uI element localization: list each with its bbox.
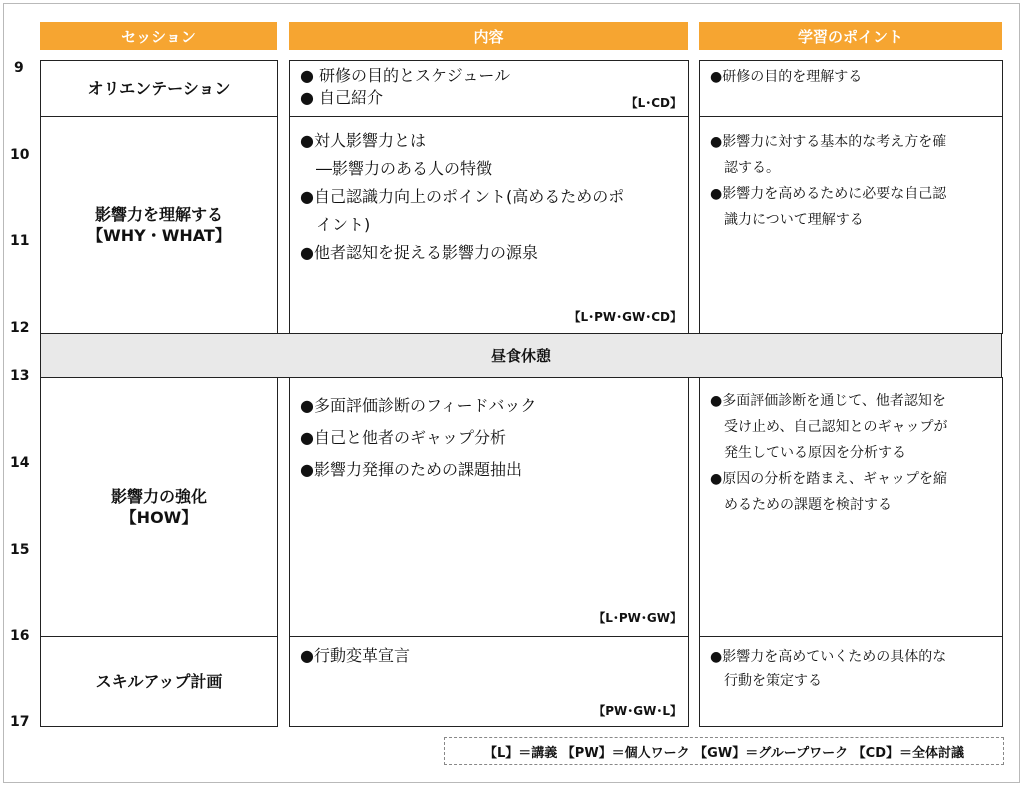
header-content: 内容 bbox=[289, 22, 688, 50]
session-subtitle: 【HOW】 bbox=[120, 508, 198, 527]
point-item: 行動を策定する bbox=[710, 673, 822, 689]
time-label: 13 bbox=[10, 368, 30, 384]
time-label: 11 bbox=[10, 233, 30, 249]
session-strengthen-influence bbox=[40, 377, 278, 637]
points-strengthen-influence bbox=[699, 377, 1003, 637]
content-item: ● 研修の目的とスケジュール bbox=[300, 66, 511, 85]
time-label: 17 bbox=[10, 714, 30, 730]
content-item: ●自己と他者のギャップ分析 bbox=[300, 428, 506, 447]
legend: 【L】＝講義 【PW】＝個人ワーク 【GW】＝グループワーク 【CD】＝全体討議 bbox=[444, 737, 1004, 765]
session-title: 影響力を理解する bbox=[94, 205, 223, 224]
session-understand-influence bbox=[40, 116, 278, 334]
content-item: ● 自己紹介 bbox=[300, 88, 384, 107]
content-item: ―影響力のある人の特徴 bbox=[300, 159, 493, 178]
point-item: ●多面評価診断を通じて、他者認知を bbox=[710, 393, 946, 409]
content-item: ●影響力発揮のための課題抽出 bbox=[300, 460, 522, 479]
content-item: ●行動変革宣言 bbox=[300, 646, 410, 665]
session-title: スキルアップ計画 bbox=[95, 672, 223, 691]
time-label: 9 bbox=[14, 60, 24, 76]
points-understand-influence bbox=[699, 116, 1003, 334]
point-item: ●影響力に対する基本的な考え方を確 bbox=[710, 134, 947, 150]
content-orientation bbox=[289, 60, 689, 117]
session-orientation bbox=[40, 60, 278, 117]
session-subtitle: 【WHY・WHAT】 bbox=[87, 226, 231, 245]
points-skillup-plan bbox=[699, 636, 1003, 727]
content-skillup-plan bbox=[289, 636, 689, 727]
time-label: 12 bbox=[10, 320, 30, 336]
session-title: オリエンテーション bbox=[87, 79, 231, 98]
point-item: 受け止め、自己認知とのギャップが bbox=[710, 419, 948, 435]
point-item: ●原因の分析を踏まえ、ギャップを縮 bbox=[710, 471, 948, 487]
time-label: 15 bbox=[10, 542, 30, 558]
content-item: ●多面評価診断のフィードバック bbox=[300, 396, 537, 415]
time-label: 14 bbox=[10, 455, 30, 471]
method-tag: 【L･PW･GW】 bbox=[593, 611, 682, 625]
content-item: ●対人影響力とは bbox=[300, 131, 426, 150]
point-item: 発生している原因を分析する bbox=[710, 445, 906, 461]
point-item: ●研修の目的を理解する bbox=[710, 69, 863, 85]
point-item: ●影響力を高めるために必要な自己認 bbox=[710, 186, 947, 202]
point-item: ●影響力を高めていくための具体的な bbox=[710, 649, 947, 665]
lunch-break: 昼食休憩 bbox=[40, 333, 1002, 378]
header-points: 学習のポイント bbox=[699, 22, 1002, 50]
content-understand-influence bbox=[289, 116, 689, 334]
method-tag: 【PW･GW･L】 bbox=[593, 704, 682, 718]
point-item: めるための課題を検討する bbox=[710, 497, 892, 513]
header-session: セッション bbox=[40, 22, 277, 50]
method-tag: 【L･PW･GW･CD】 bbox=[568, 310, 682, 324]
content-item: ●自己認識力向上のポイント(高めるためのポ bbox=[300, 187, 625, 206]
points-orientation bbox=[699, 60, 1003, 117]
point-item: 認する。 bbox=[710, 160, 780, 176]
session-skillup-plan bbox=[40, 636, 278, 727]
content-strengthen-influence bbox=[289, 377, 689, 637]
session-title: 影響力の強化 bbox=[110, 487, 207, 506]
time-label: 16 bbox=[10, 628, 30, 644]
time-label: 10 bbox=[10, 147, 30, 163]
content-item: ●他者認知を捉える影響力の源泉 bbox=[300, 243, 538, 262]
point-item: 識力について理解する bbox=[710, 212, 864, 228]
content-item: イント) bbox=[300, 215, 371, 234]
method-tag: 【L･CD】 bbox=[625, 96, 682, 110]
